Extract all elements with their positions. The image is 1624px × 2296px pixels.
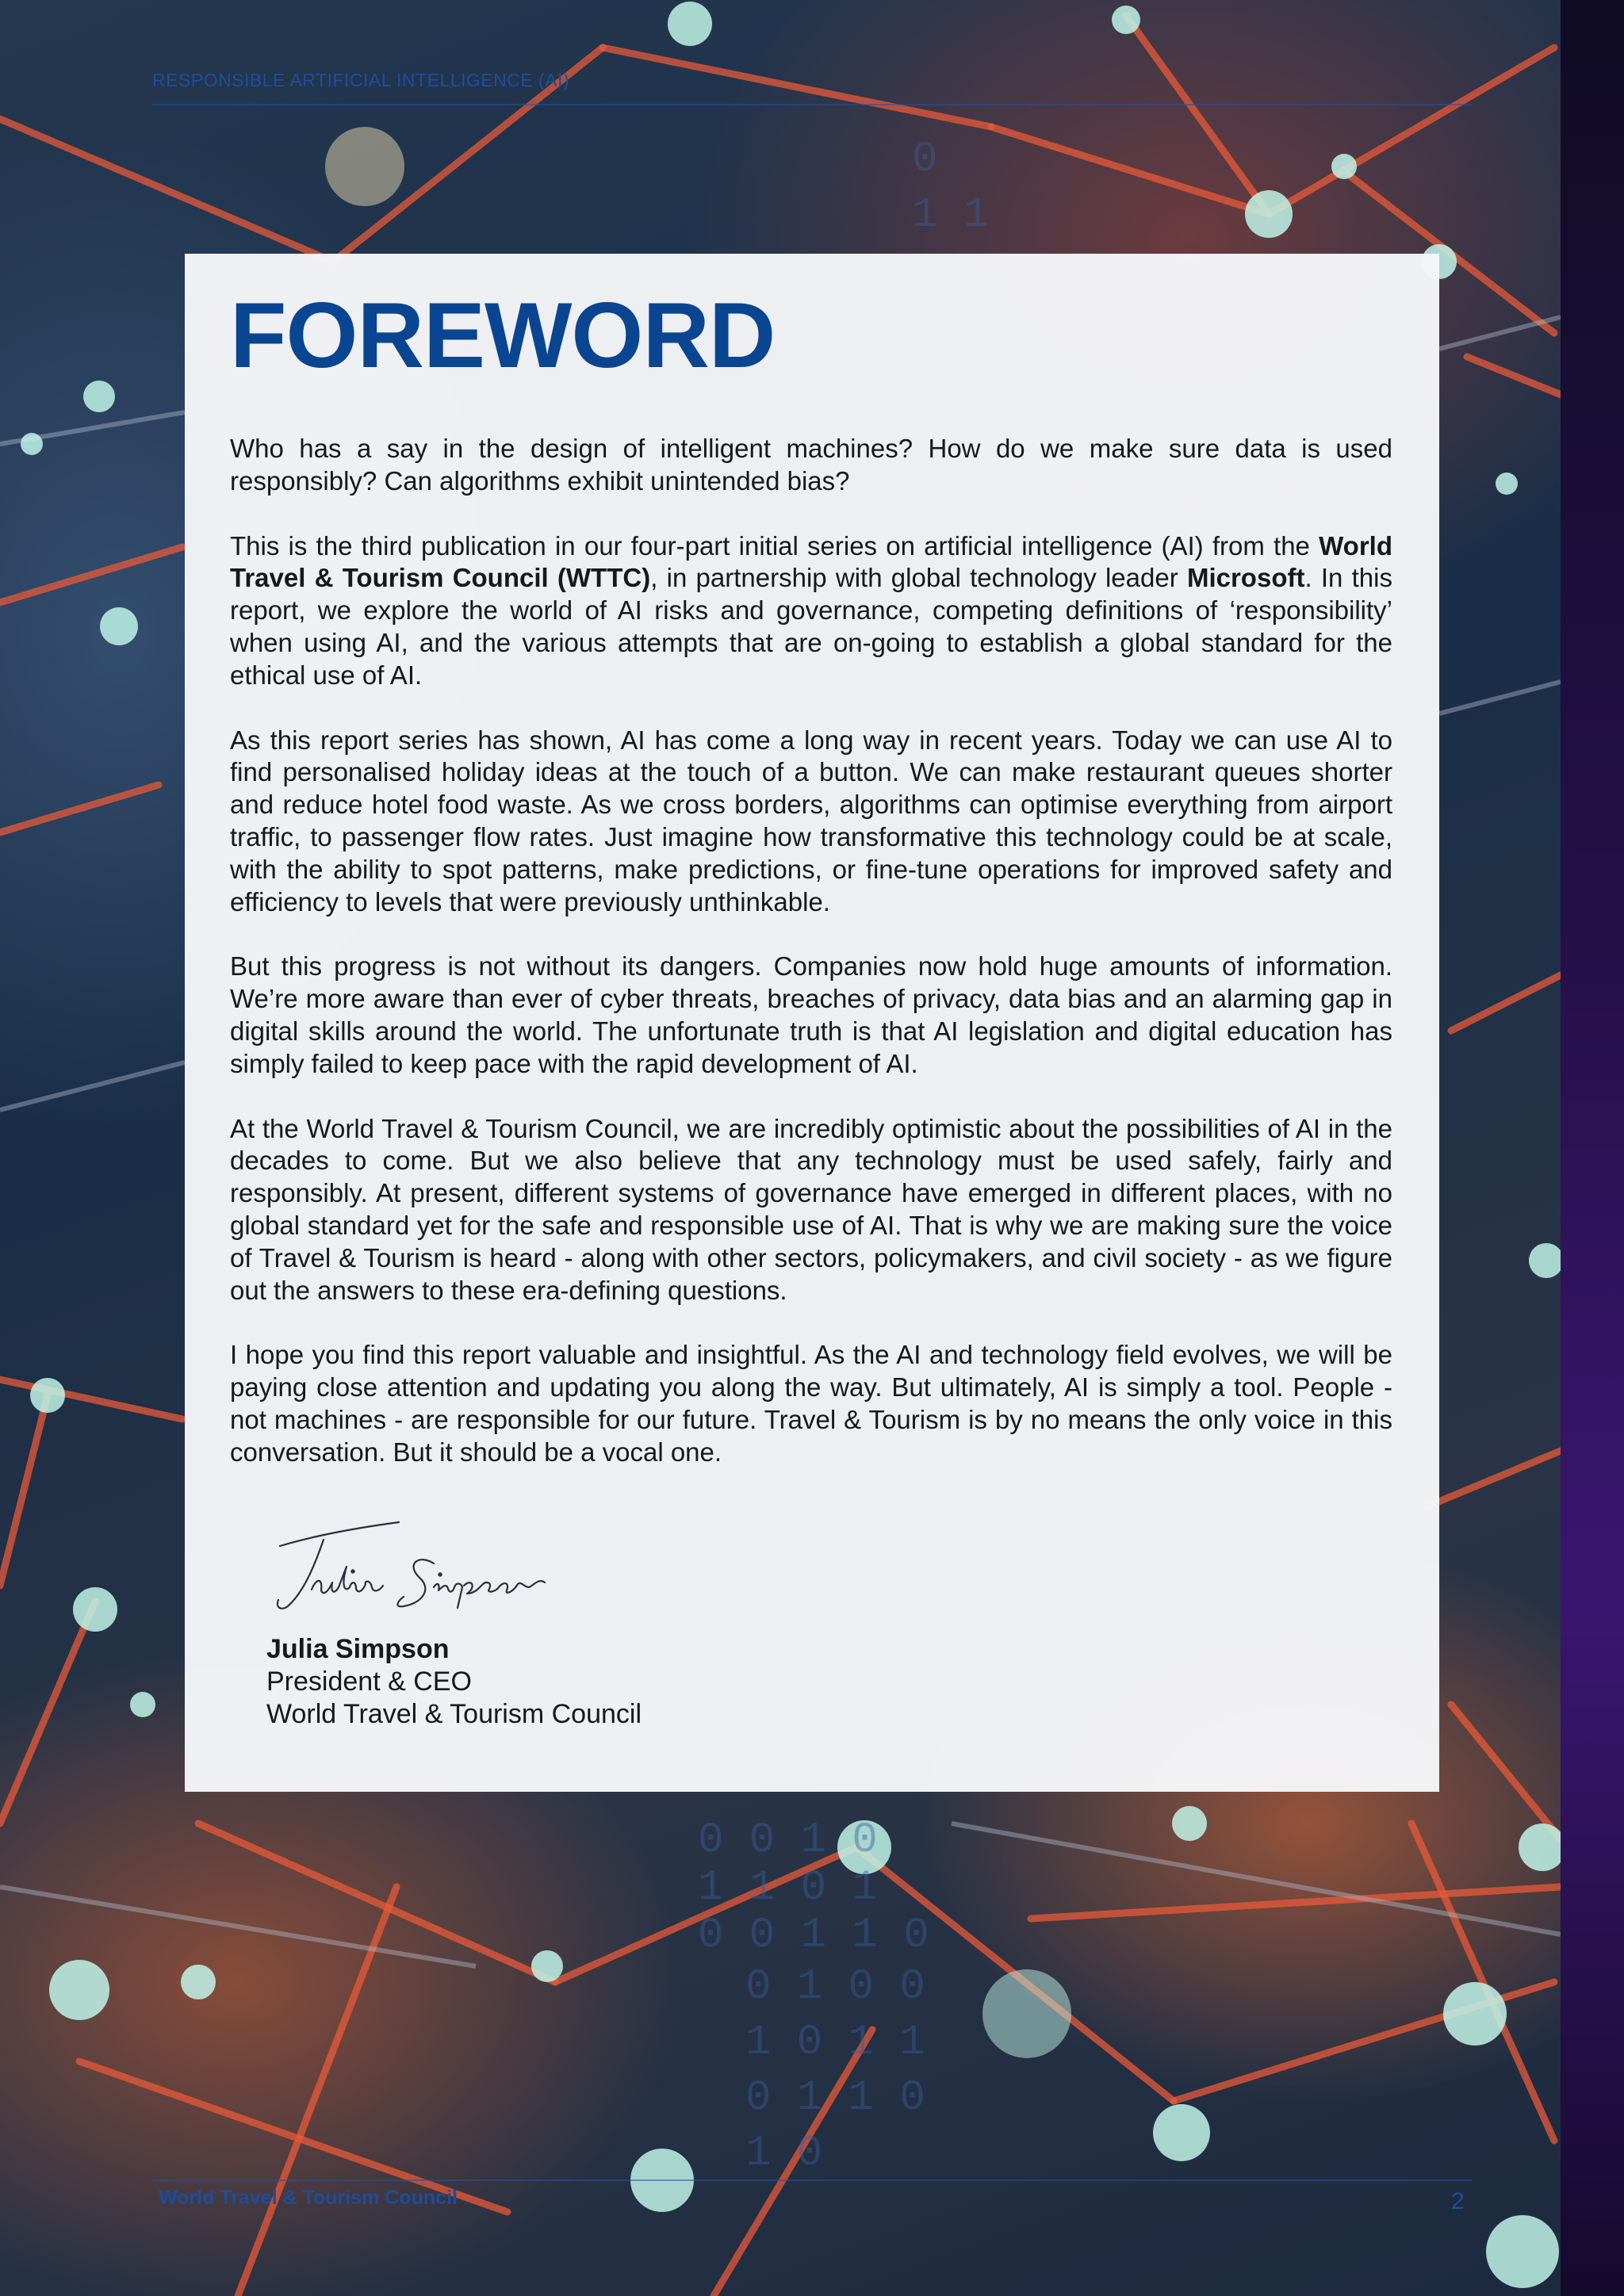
paragraph-4: But this progress is not without its dangers. Companies now hold huge amounts of information. We’re more aware than ever of cyber threats, breaches of privacy, data bias and an alarming gap in digital skills around the world. The unfortunate truth is that AI legislation and digital education has simply failed to keep pace with the rapid development of AI. xyxy=(230,951,1392,1078)
footer-organization: World Travel & Tourism Council xyxy=(159,2187,458,2209)
paragraph-2-text-a: This is the third publication in our four-part initial series on artificial intelligence (AI) from the xyxy=(230,530,1320,561)
signatory-name: Julia Simpson xyxy=(266,1634,450,1664)
running-header: RESPONSIBLE ARTIFICIAL INTELLIGENCE (AI) xyxy=(152,70,570,90)
svg-text:1 1 0 1: 1 1 0 1 xyxy=(698,1864,878,1912)
page-title: FOREWORD xyxy=(230,283,776,387)
svg-text:1 0 1 1: 1 0 1 1 xyxy=(745,2019,925,2067)
paragraph-3: As this report series has shown, AI has come a long way in recent years. Today we can use AI to find personalised holiday ideas at the touch of a button. We can make restaurant queues shorter and reduce hotel food waste. As we cross borders, algorithms can optimise everything from airport traffic, to passenger flow rates. Just imagine how transformative this technology could be at scale, with the ability to spot patterns, make predictions, or fine-tune operations for improved safety and efficiency to levels that were previously unthinkable. xyxy=(230,725,1392,916)
header-divider xyxy=(152,104,1472,105)
svg-text:0 0 1 0: 0 0 1 0 xyxy=(698,1816,878,1865)
svg-text:0 1 1 0: 0 1 1 0 xyxy=(745,2074,925,2122)
microsoft-bold-text: Microsoft xyxy=(1186,563,1305,593)
right-page-edge xyxy=(1561,0,1624,2296)
paragraph-6: I hope you find this report valuable and insightful. As the AI and technology field evolves, we will be paying close attention and updating you along the way. But ultimately, AI is simply a tool. People - not machines - are responsible for our future. Travel & Tourism is by no means the only voice in this conversation. But it should be a vocal one. xyxy=(230,1340,1392,1467)
footer-divider xyxy=(152,2179,1472,2181)
handwritten-signature xyxy=(264,1514,581,1617)
signatory-block xyxy=(266,1633,642,1731)
paragraph-2-text-b: , in partnership with global technology leader xyxy=(650,563,1187,593)
svg-text:1 0: 1 0 xyxy=(745,2130,823,2178)
page-number: 2 xyxy=(1451,2188,1465,2214)
paragraph-1: Who has a say in the design of intelligent machines? How do we make sure data is used responsibly? Can algorithms exhibit unintended bias? xyxy=(230,434,1392,496)
svg-text:1 1: 1 1 xyxy=(912,191,990,239)
svg-text:0 0 1 1 0: 0 0 1 1 0 xyxy=(698,1911,929,1960)
signatory-organization: World Travel & Tourism Council xyxy=(266,1699,642,1729)
signatory-role: President & CEO xyxy=(266,1667,472,1697)
svg-text:0: 0 xyxy=(912,136,938,184)
svg-text:0 1 0 0: 0 1 0 0 xyxy=(745,1963,925,2011)
paragraph-2-text-c: . In this report, we explore the world of AI risks and governance, competing definitions of ‘responsibility’ when using AI, and the various attempts that are on-going to establish a global standard for the ethical use of AI. xyxy=(230,563,1392,690)
foreword-panel xyxy=(185,254,1439,1792)
paragraph-2 xyxy=(230,530,1392,692)
paragraph-5: At the World Travel & Tourism Council, we are incredibly optimistic about the possibilities of AI in the decades to come. But we also believe that any technology must be used safely, fairly and responsibly. At present, different systems of governance have emerged in different places, with no global standard yet for the safe and responsible use of AI. That is why we are making sure the voice of Travel & Tourism is heard - along with other sectors, policymakers, and civil society - as we figure out the answers to these era-defining questions. xyxy=(230,1113,1392,1305)
wttc-bold-text: World Travel & Tourism Council (WTTC) xyxy=(230,530,1392,593)
foreword-body xyxy=(230,433,1392,1502)
